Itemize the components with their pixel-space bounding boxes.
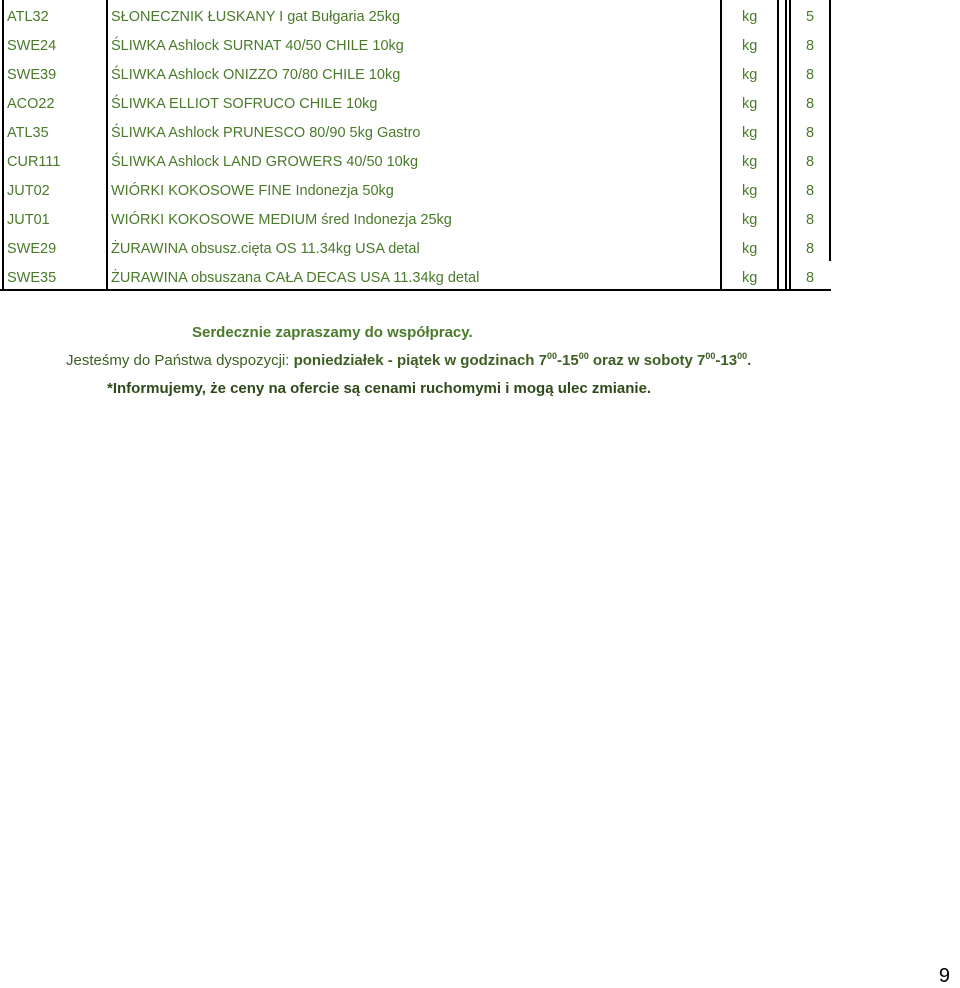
table-border — [720, 0, 722, 290]
table-border — [789, 0, 791, 290]
unit-cell: kg — [742, 241, 758, 257]
qty-cell: 8 — [806, 38, 815, 54]
product-name: ŚLIWKA Ashlock SURNAT 40/50 CHILE 10kg — [111, 38, 404, 54]
table-row — [0, 174, 832, 203]
product-name: ŚLIWKA Ashlock PRUNESCO 80/90 5kg Gastro — [111, 125, 421, 141]
qty-cell: 8 — [806, 183, 815, 199]
product-code: ATL32 — [7, 9, 49, 25]
unit-cell: kg — [742, 125, 758, 141]
table-row — [0, 145, 832, 174]
product-name: ŻURAWINA obsusz.cięta OS 11.34kg USA detal — [111, 241, 420, 257]
price-table — [0, 0, 832, 290]
product-code: ATL35 — [7, 125, 49, 141]
unit-cell: kg — [742, 270, 758, 286]
product-name: ŚLIWKA Ashlock LAND GROWERS 40/50 10kg — [111, 154, 419, 170]
qty-cell: 8 — [806, 96, 815, 112]
qty-cell: 8 — [806, 67, 815, 83]
footer-price-notice: *Informujemy, że ceny na ofercie są cenami ruchomymi i mogą ulec zmianie. — [107, 380, 652, 397]
product-name: SŁONECZNIK ŁUSKANY I gat Bułgaria 25kg — [111, 9, 401, 25]
hours-intro: Jesteśmy do Państwa dyspozycji: — [66, 352, 294, 369]
product-code: SWE35 — [7, 270, 57, 286]
qty-cell: 8 — [806, 125, 815, 141]
qty-cell: 5 — [806, 9, 815, 25]
product-name: ŚLIWKA Ashlock ONIZZO 70/80 CHILE 10kg — [111, 67, 401, 83]
table-row — [0, 58, 832, 87]
unit-cell: kg — [742, 183, 758, 199]
table-row — [0, 232, 832, 261]
table-row — [0, 261, 832, 290]
qty-cell: 8 — [806, 212, 815, 228]
table-row — [0, 87, 832, 116]
product-name: ŚLIWKA ELLIOT SOFRUCO CHILE 10kg — [111, 96, 378, 112]
table-border — [106, 0, 108, 290]
table-border — [785, 0, 787, 290]
table-row — [0, 203, 832, 232]
qty-cell: 8 — [806, 241, 815, 257]
product-code: SWE29 — [7, 241, 57, 257]
product-code: CUR111 — [7, 154, 61, 170]
unit-cell: kg — [742, 9, 758, 25]
footer-invitation: Serdecznie zapraszamy do współpracy. — [192, 324, 473, 341]
table-border — [777, 0, 779, 290]
page-number: 9 — [938, 965, 950, 987]
unit-cell: kg — [742, 212, 758, 228]
product-name: WIÓRKI KOKOSOWE FINE Indonezja 50kg — [111, 183, 394, 199]
qty-cell: 8 — [806, 270, 815, 286]
table-border — [829, 0, 831, 261]
table-row — [0, 116, 832, 145]
product-name: WIÓRKI KOKOSOWE MEDIUM śred Indonezja 25kg — [111, 212, 452, 228]
product-name: ŻURAWINA obsuszana CAŁA DECAS USA 11.34kg detal — [111, 270, 480, 286]
product-code: SWE24 — [7, 38, 57, 54]
footer-hours — [66, 351, 960, 369]
product-code: SWE39 — [7, 67, 57, 83]
unit-cell: kg — [742, 38, 758, 54]
unit-cell: kg — [742, 154, 758, 170]
table-row — [0, 0, 832, 29]
table-bottom-border — [0, 289, 831, 291]
qty-cell: 8 — [806, 154, 815, 170]
table-row — [0, 29, 832, 58]
unit-cell: kg — [742, 67, 758, 83]
unit-cell: kg — [742, 96, 758, 112]
product-code: JUT02 — [7, 183, 50, 199]
product-code: ACO22 — [7, 96, 55, 112]
hours-weekdays: poniedziałek - piątek w godzinach $7^{00}-15^{00}$ oraz w soboty $7^{00}-13^{00}$. — [293, 351, 752, 369]
product-code: JUT01 — [7, 212, 50, 228]
table-border — [2, 0, 4, 290]
